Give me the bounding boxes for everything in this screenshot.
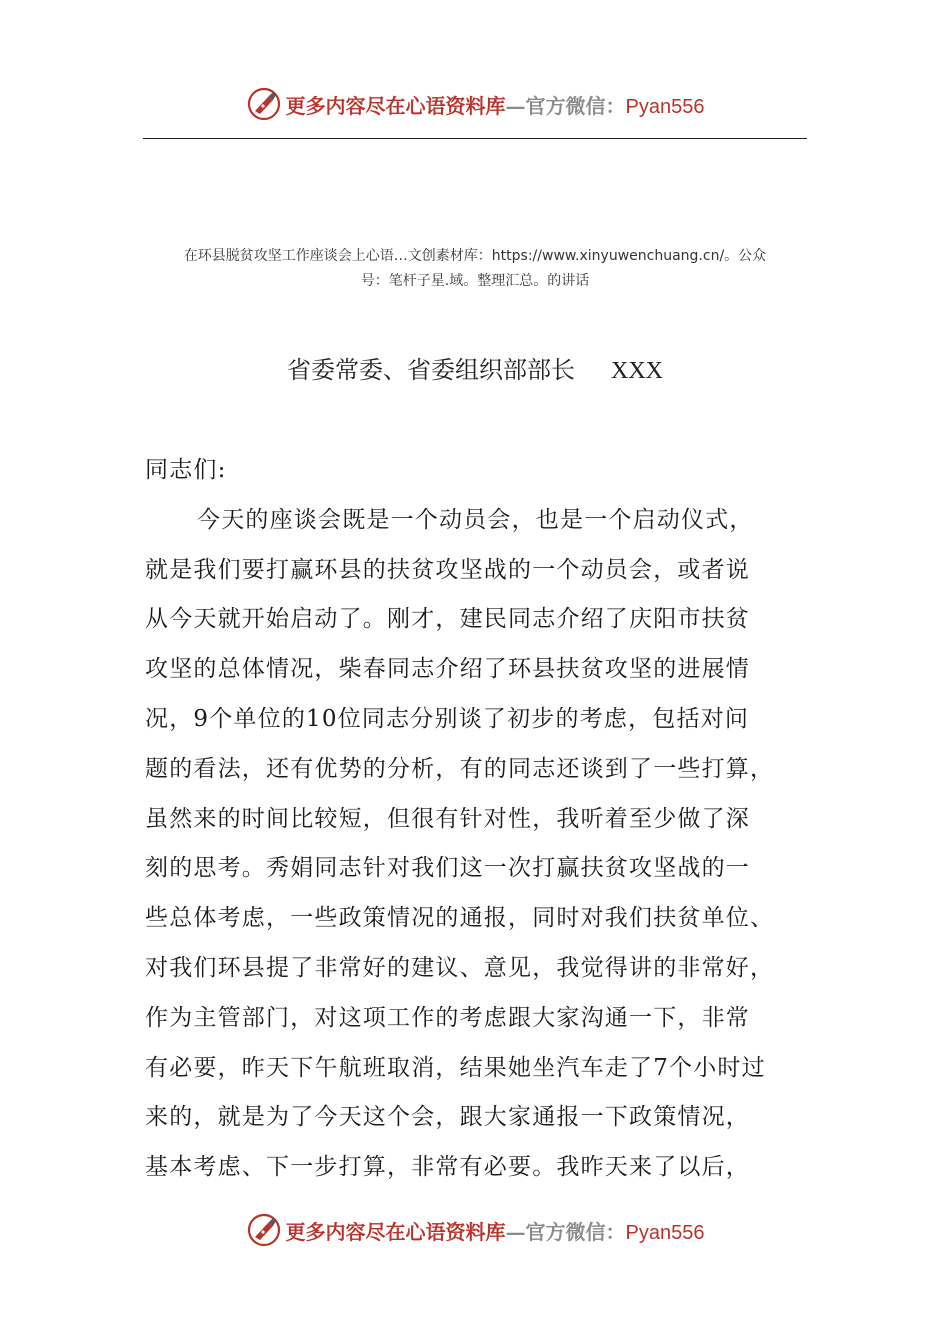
body-line: 就是我们要打赢环县的扶贫攻坚战的一个动员会，或者说 xyxy=(145,556,750,583)
document-subtitle xyxy=(143,244,807,294)
body-line: 基本考虑、下一步打算，非常有必要。我昨天来了以后， xyxy=(145,1154,750,1181)
body-line: 些总体考虑，一些政策情况的通报，同时对我们扶贫单位、 xyxy=(145,905,775,932)
footer-separator: — xyxy=(505,1219,526,1244)
footer-banner-text xyxy=(286,1216,705,1245)
body-line: 来的，就是为了今天这个会，跟大家通报一下政策情况， xyxy=(145,1104,750,1131)
subtitle-line: 在环县脱贫攻坚工作座谈会上心语…文创素材库：https://www.xinyuwenchuang.cn/。公众 xyxy=(183,248,767,264)
body-line: 刻的思考。秀娟同志针对我们这一次打赢扶贫攻坚战的一 xyxy=(145,855,750,882)
header-banner-text xyxy=(286,90,705,119)
header-wechat-label: 官方微信： xyxy=(525,93,626,118)
speech-body xyxy=(145,446,809,1193)
author-name: XXX xyxy=(611,358,663,384)
body-line: 对我们环县提了非常好的建议、意见，我觉得讲的非常好， xyxy=(145,954,775,981)
pen-nib-logo-icon xyxy=(246,1212,282,1248)
header-divider xyxy=(143,138,807,139)
header-brand-text: 更多内容尽在心语资料库 xyxy=(285,93,506,118)
body-line: 虽然来的时间比较短，但很有针对性，我听着至少做了深 xyxy=(145,805,750,832)
footer-brand-text: 更多内容尽在心语资料库 xyxy=(285,1219,506,1244)
author-line xyxy=(143,352,807,389)
pen-nib-logo-icon xyxy=(246,86,282,122)
body-line: 攻坚的总体情况，柴春同志介绍了环县扶贫攻坚的进展情 xyxy=(145,656,750,683)
footer-wechat-label: 官方微信： xyxy=(525,1219,626,1244)
body-line: 有必要，昨天下午航班取消，结果她坐汽车走了7个小时过 xyxy=(145,1054,766,1081)
body-line: 从今天就开始启动了。刚才，建民同志介绍了庆阳市扶贫 xyxy=(145,606,750,633)
subtitle-line: 号：笔杆子星.域。整理汇总。的讲话 xyxy=(360,273,590,289)
salutation: 同志们: xyxy=(145,457,227,483)
header-banner xyxy=(0,82,950,126)
footer-banner xyxy=(0,1208,950,1252)
body-line: 况，9个单位的10位同志分别谈了初步的考虑，包括对问 xyxy=(145,705,750,732)
body-line: 作为主管部门，对这项工作的考虑跟大家沟通一下，非常 xyxy=(145,1004,750,1031)
body-line: 题的看法，还有优势的分析，有的同志还谈到了一些打算， xyxy=(145,755,775,782)
footer-wechat-handle: Pyan556 xyxy=(625,1221,705,1244)
header-wechat-handle: Pyan556 xyxy=(625,95,705,118)
body-line: 今天的座谈会既是一个动员会，也是一个启动仪式， xyxy=(197,506,754,533)
header-separator: — xyxy=(505,93,526,118)
author-title: 省委常委、省委组织部部长 xyxy=(287,356,575,384)
